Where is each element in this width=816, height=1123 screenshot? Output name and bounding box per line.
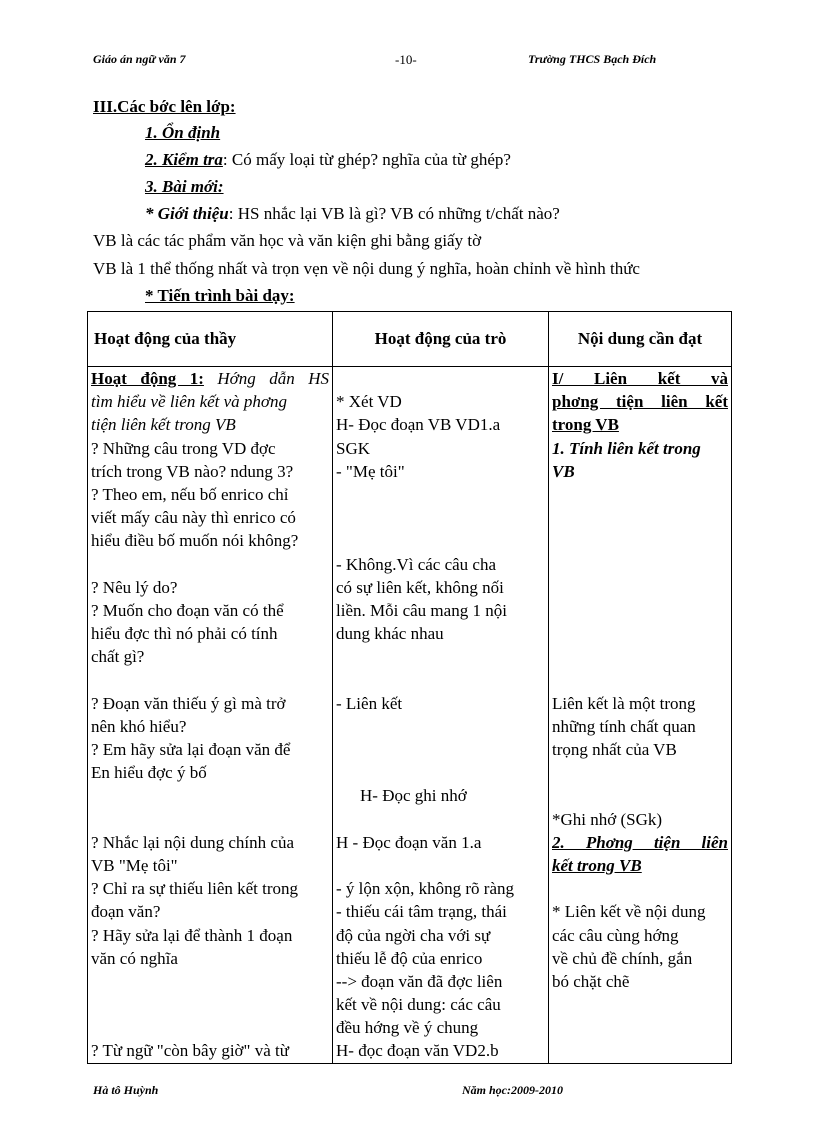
table-line: hiểu điều bố muốn nói không?: [91, 531, 299, 551]
table-line: - Không.Vì các câu cha: [336, 554, 497, 574]
table-line: [552, 622, 728, 645]
table-line: phơng tiện liên kết: [552, 392, 728, 412]
table-line: [552, 553, 728, 576]
table-line: tiện liên kết trong VB: [91, 415, 236, 435]
table-line: [552, 993, 728, 1016]
table-line: ? Nhắc lại nội dung chính của: [91, 832, 294, 852]
table-line: [91, 784, 329, 807]
step-1: 1. Ổn định: [145, 123, 221, 142]
student-column: [333, 367, 549, 1064]
table-line: [91, 993, 329, 1016]
table-line: các câu cùng hớng: [552, 925, 679, 945]
table-line: kết trong VB: [552, 855, 642, 875]
table-line: bó chặt chẽ: [552, 971, 630, 991]
table-line: đoạn văn?: [91, 902, 161, 922]
table-line: kết về nội dung: các câu: [336, 995, 501, 1015]
table-line: [552, 483, 728, 506]
step-3: 3. Bài mới:: [145, 177, 224, 196]
table-line: [552, 599, 728, 622]
table-line: những tính chất quan: [552, 716, 696, 736]
table-line: dung khác nhau: [336, 624, 444, 644]
table-line: SGK: [336, 438, 371, 458]
table-line: ? Chỉ ra sự thiếu liên kết trong: [91, 879, 299, 899]
table-line: [336, 854, 545, 877]
page-header: [0, 52, 816, 72]
table-line: [336, 761, 545, 784]
header-teacher: Hoạt động của thầy: [88, 312, 333, 367]
table-line: [552, 506, 728, 529]
table-line: *Ghi nhớ (SGk): [552, 809, 663, 829]
intro-text: : HS nhắc lại VB là gì? VB có những t/chất nào?: [228, 204, 560, 223]
table-line: [336, 715, 545, 738]
table-line: chất gì?: [91, 647, 145, 667]
header-school: Trường THCS Bạch Đích: [528, 52, 657, 66]
table-line: I/ Liên kết và: [552, 369, 728, 388]
table-line: 2. Phơng tiện liên: [552, 832, 728, 852]
table-line: [91, 553, 329, 576]
footer-author: Hà tô Huỳnh: [93, 1083, 159, 1097]
table-line: [552, 877, 728, 900]
step-2-label: 2. Kiểm tra: [145, 150, 223, 169]
table-line: ? Muốn cho đoạn văn có thể: [91, 600, 284, 620]
introduction: [145, 203, 560, 225]
table-line: [552, 645, 728, 668]
table-line: [336, 808, 545, 831]
table-line: ? Hãy sửa lại để thành 1 đoạn: [91, 925, 293, 945]
table-line: [336, 483, 545, 506]
table-line: VB "Mẹ tôi": [91, 855, 178, 875]
table-line: trọng nhất của VB: [552, 740, 677, 759]
table-line: [91, 970, 329, 993]
table-line: ? Từ ngữ "còn bây giờ" và từ: [91, 1041, 289, 1061]
table-line: --> đoạn văn đã đợc liên: [336, 971, 503, 991]
table-line: ? Đoạn văn thiếu ý gì mà trở: [91, 693, 286, 713]
header-student: Hoạt động của trò: [333, 312, 549, 367]
table-line: [336, 367, 545, 390]
table-line: đều hớng về ý chung: [336, 1018, 479, 1038]
table-line: - thiếu cái tâm trạng, thái: [336, 902, 507, 922]
table-line: [336, 738, 545, 761]
table-line: ? Nêu lý do?: [91, 577, 178, 597]
table-line: En hiểu đợc ý bố: [91, 763, 207, 783]
intro-label: * Giới thiệu: [145, 204, 229, 223]
table-line: H - Đọc đoạn văn 1.a: [336, 832, 482, 852]
footer-year: Năm học:2009-2010: [462, 1083, 563, 1097]
table-header-row: [88, 312, 732, 367]
table-line: ? Em hãy sửa lại đoạn văn để: [91, 740, 291, 759]
table-line: hiểu đợc thì nó phải có tính: [91, 624, 278, 644]
table-line: độ của ngời cha với sự: [336, 925, 491, 945]
process-heading: * Tiến trình bài dạy:: [145, 286, 295, 305]
table-line: có sự liên kết, không nối: [336, 577, 504, 597]
step-2-text: : Có mấy loại từ ghép? nghĩa của từ ghép?: [222, 150, 511, 169]
table-line: tìm hiểu về liên kết và phơng: [91, 392, 288, 412]
activity-1-text: Hớng dẫn HS: [217, 369, 329, 388]
table-line: [91, 808, 329, 831]
section-heading: III.Các bớc lên lớp:: [93, 97, 236, 116]
table-line: [336, 645, 545, 668]
table-line: H- đọc đoạn văn VD2.b: [336, 1041, 499, 1061]
table-line: liền. Mỗi câu mang 1 nội: [336, 600, 507, 620]
table-line: [552, 784, 728, 807]
table-line: [552, 761, 728, 784]
step-2: [145, 149, 511, 171]
table-line: * Xét VD: [336, 392, 402, 412]
table-line: - ý lộn xộn, không rõ ràng: [336, 879, 515, 899]
table-line: [552, 1016, 728, 1039]
table-line: thiếu lễ độ của enrico: [336, 948, 483, 968]
table-line: 1. Tính liên kết trong: [552, 438, 701, 458]
table-body-row: [88, 367, 732, 1064]
table-line: [91, 1016, 329, 1039]
table-line: [552, 529, 728, 552]
teacher-column: [88, 367, 333, 1064]
table-line: [552, 1039, 728, 1062]
table-line: * Liên kết về nội dung: [552, 902, 706, 922]
table-line: H- Đọc ghi nhớ: [360, 786, 467, 806]
table-line: - "Mẹ tôi": [336, 461, 405, 481]
activity-1-label: Hoạt động 1:: [91, 369, 204, 388]
page-number: -10-: [395, 52, 417, 67]
table-line: VB: [552, 461, 575, 481]
table-line: ? Theo em, nếu bố enrico chỉ: [91, 484, 289, 504]
paragraph-1: VB là các tác phẩm văn học và văn kiện ghi bằng giấy tờ: [93, 231, 482, 250]
paragraph-2: VB là 1 thể thống nhất và trọn vẹn về nội dung ý nghĩa, hoàn chỉnh về hình thức: [93, 259, 640, 278]
header-subject: Giáo án ngữ văn 7: [93, 52, 186, 66]
content-column: [549, 367, 732, 1064]
table-line: về chủ đề chính, gắn: [552, 948, 693, 968]
table-line: văn có nghĩa: [91, 948, 178, 968]
lesson-table: [87, 311, 732, 1064]
table-line: [552, 576, 728, 599]
table-line: [336, 529, 545, 552]
table-line: ? Những câu trong VD đợc: [91, 438, 276, 458]
table-line: [336, 668, 545, 691]
table-line: Liên kết là một trong: [552, 693, 696, 713]
table-line: - Liên kết: [336, 693, 403, 713]
table-line: nên khó hiểu?: [91, 716, 187, 736]
table-line: H- Đọc đoạn VB VD1.a: [336, 415, 501, 435]
header-content: Nội dung cần đạt: [549, 312, 732, 367]
table-line: [552, 668, 728, 691]
table-line: viết mấy câu này thì enrico có: [91, 508, 296, 528]
table-line: [336, 506, 545, 529]
table-line: [91, 668, 329, 691]
table-line: trong VB: [552, 415, 619, 435]
table-line: trích trong VB nào? ndung 3?: [91, 461, 294, 481]
